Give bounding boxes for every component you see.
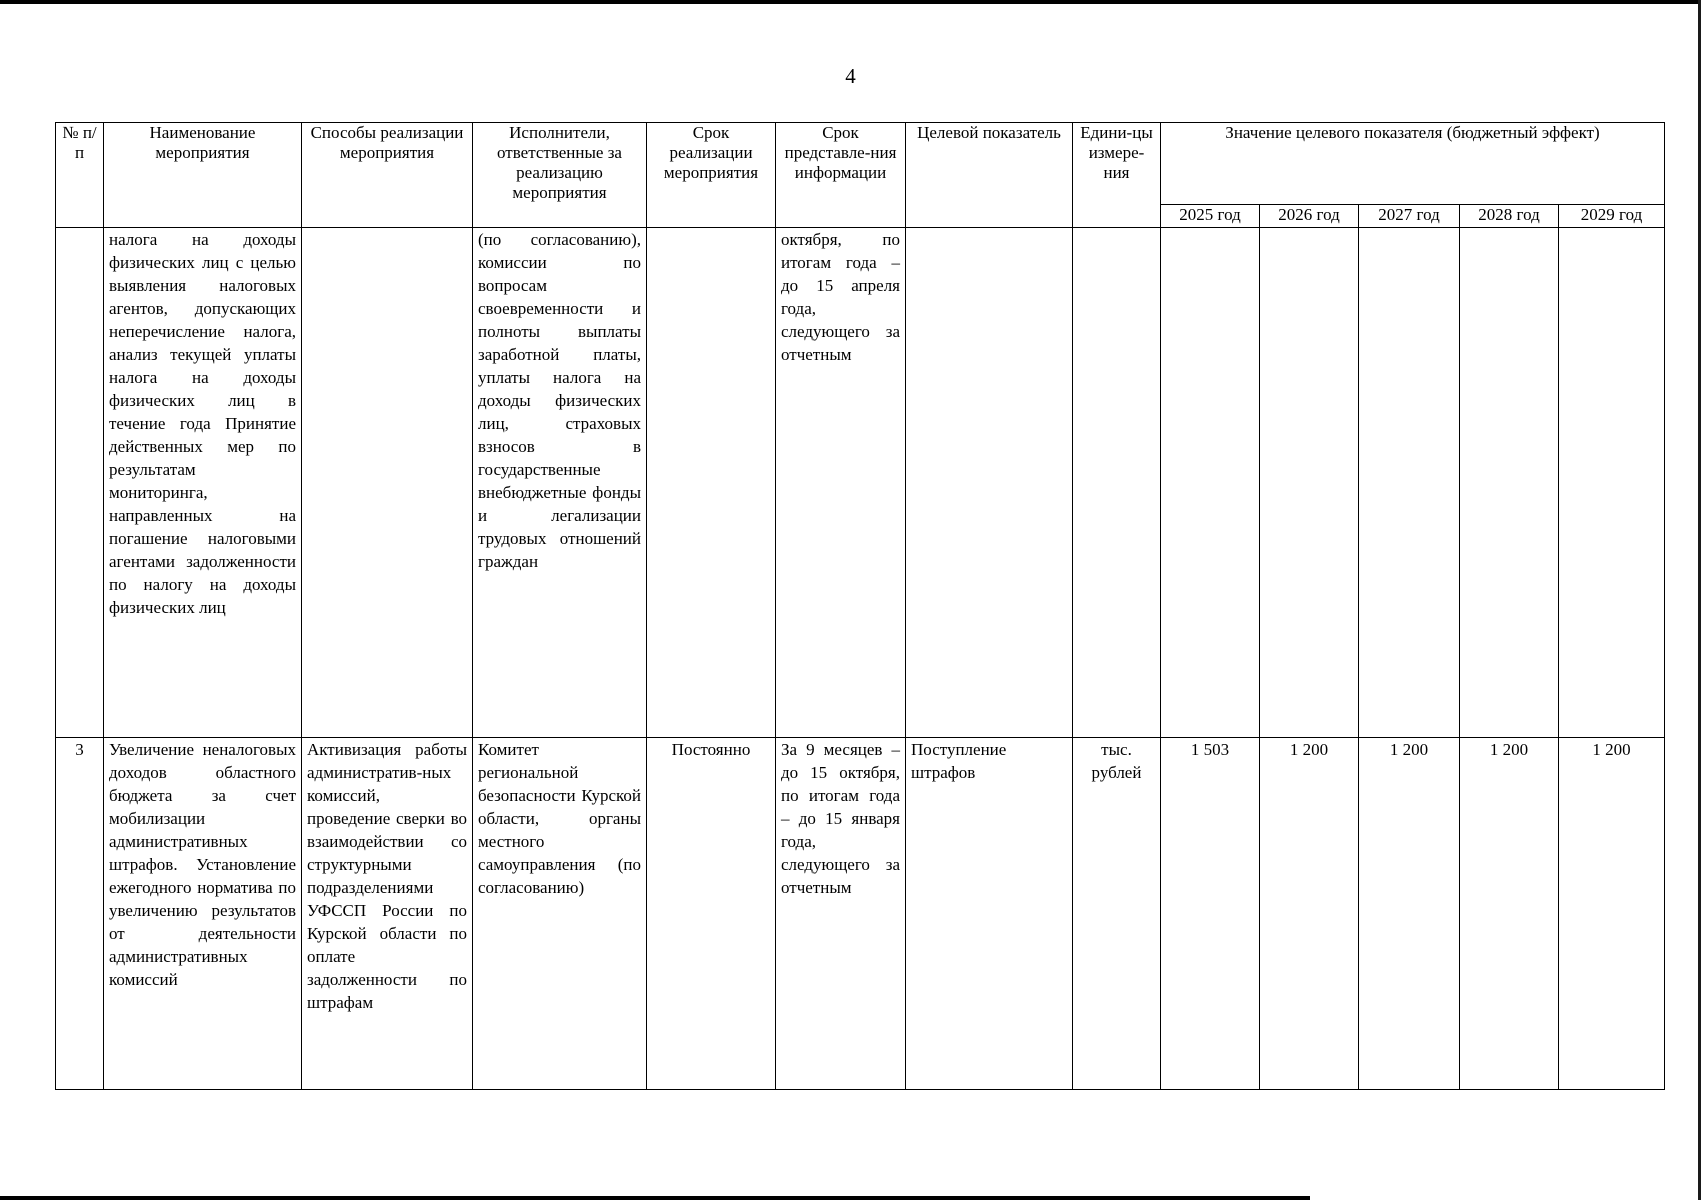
cell-value-2027: 1 200 <box>1359 738 1460 1090</box>
header-num: № п/п <box>56 123 104 228</box>
cell-name: Увеличение неналоговых доходов областного бюджета за счет мобилизации административных штрафов. Установление ежегодного норматива по увеличению результатов от деятельности административных комиссий <box>104 738 302 1090</box>
cell-num <box>56 228 104 738</box>
cell-target: Поступление штрафов <box>906 738 1073 1090</box>
header-year-2025: 2025 год <box>1161 205 1260 228</box>
header-year-2027: 2027 год <box>1359 205 1460 228</box>
cell-executors: (по согласованию), комиссии по вопросам своевременности и полноты выплаты заработной платы, уплаты налога на доходы физических лиц, страховых взносов в государственные внебюджетные фонды и легализации трудовых отношений граждан <box>473 228 647 738</box>
cell-term: Постоянно <box>647 738 776 1090</box>
scan-edge-bottom <box>0 1196 1310 1200</box>
cell-report-term: За 9 месяцев – до 15 октября, по итогам года – до 15 января года, следующего за отчетным <box>776 738 906 1090</box>
cell-value-2028 <box>1460 228 1559 738</box>
header-units: Едини-цы измере-ния <box>1073 123 1161 228</box>
header-year-2026: 2026 год <box>1260 205 1359 228</box>
cell-name: налога на доходы физических лиц с целью выявления налоговых агентов, допускающих неперечисление налога, анализ текущей уплаты налога на доходы физических лиц в течение года Принятие действенных мер по результатам мониторинга, направленных на погашение налоговыми агентами задолженности по налогу на доходы физических лиц <box>104 228 302 738</box>
cell-methods <box>302 228 473 738</box>
cell-value-2029: 1 200 <box>1559 738 1665 1090</box>
header-report-term: Срок представле-ния информации <box>776 123 906 228</box>
cell-value-2027 <box>1359 228 1460 738</box>
cell-units <box>1073 228 1161 738</box>
cell-target <box>906 228 1073 738</box>
header-term: Срок реализации мероприятия <box>647 123 776 228</box>
scan-edge-top <box>0 0 1701 4</box>
measures-table <box>55 122 1665 1090</box>
cell-methods: Активизация работы административ-ных комиссий, проведение сверки во взаимодействии со структурными подразделениями УФССП России по Курской области по оплате задолженности по штрафам <box>302 738 473 1090</box>
header-name: Наименование мероприятия <box>104 123 302 228</box>
page-number: 4 <box>845 64 856 88</box>
cell-value-2028: 1 200 <box>1460 738 1559 1090</box>
cell-value-2025: 1 503 <box>1161 738 1260 1090</box>
cell-value-2025 <box>1161 228 1260 738</box>
cell-report-term: октября, по итогам года – до 15 апреля года, следующего за отчетным <box>776 228 906 738</box>
table-row <box>56 228 1665 738</box>
header-year-2029: 2029 год <box>1559 205 1665 228</box>
table-header <box>56 123 1665 228</box>
cell-executors: Комитет региональной безопасности Курской области, органы местного самоуправления (по согласованию) <box>473 738 647 1090</box>
header-target: Целевой показатель <box>906 123 1073 228</box>
table-row <box>56 738 1665 1090</box>
header-methods: Способы реализации мероприятия <box>302 123 473 228</box>
cell-term <box>647 228 776 738</box>
cell-value-2026: 1 200 <box>1260 738 1359 1090</box>
header-value-group: Значение целевого показателя (бюджетный эффект) <box>1161 123 1665 205</box>
cell-value-2026 <box>1260 228 1359 738</box>
cell-value-2029 <box>1559 228 1665 738</box>
cell-num: 3 <box>56 738 104 1090</box>
cell-units: тыс. рублей <box>1073 738 1161 1090</box>
header-executors: Исполнители, ответственные за реализацию мероприятия <box>473 123 647 228</box>
header-year-2028: 2028 год <box>1460 205 1559 228</box>
